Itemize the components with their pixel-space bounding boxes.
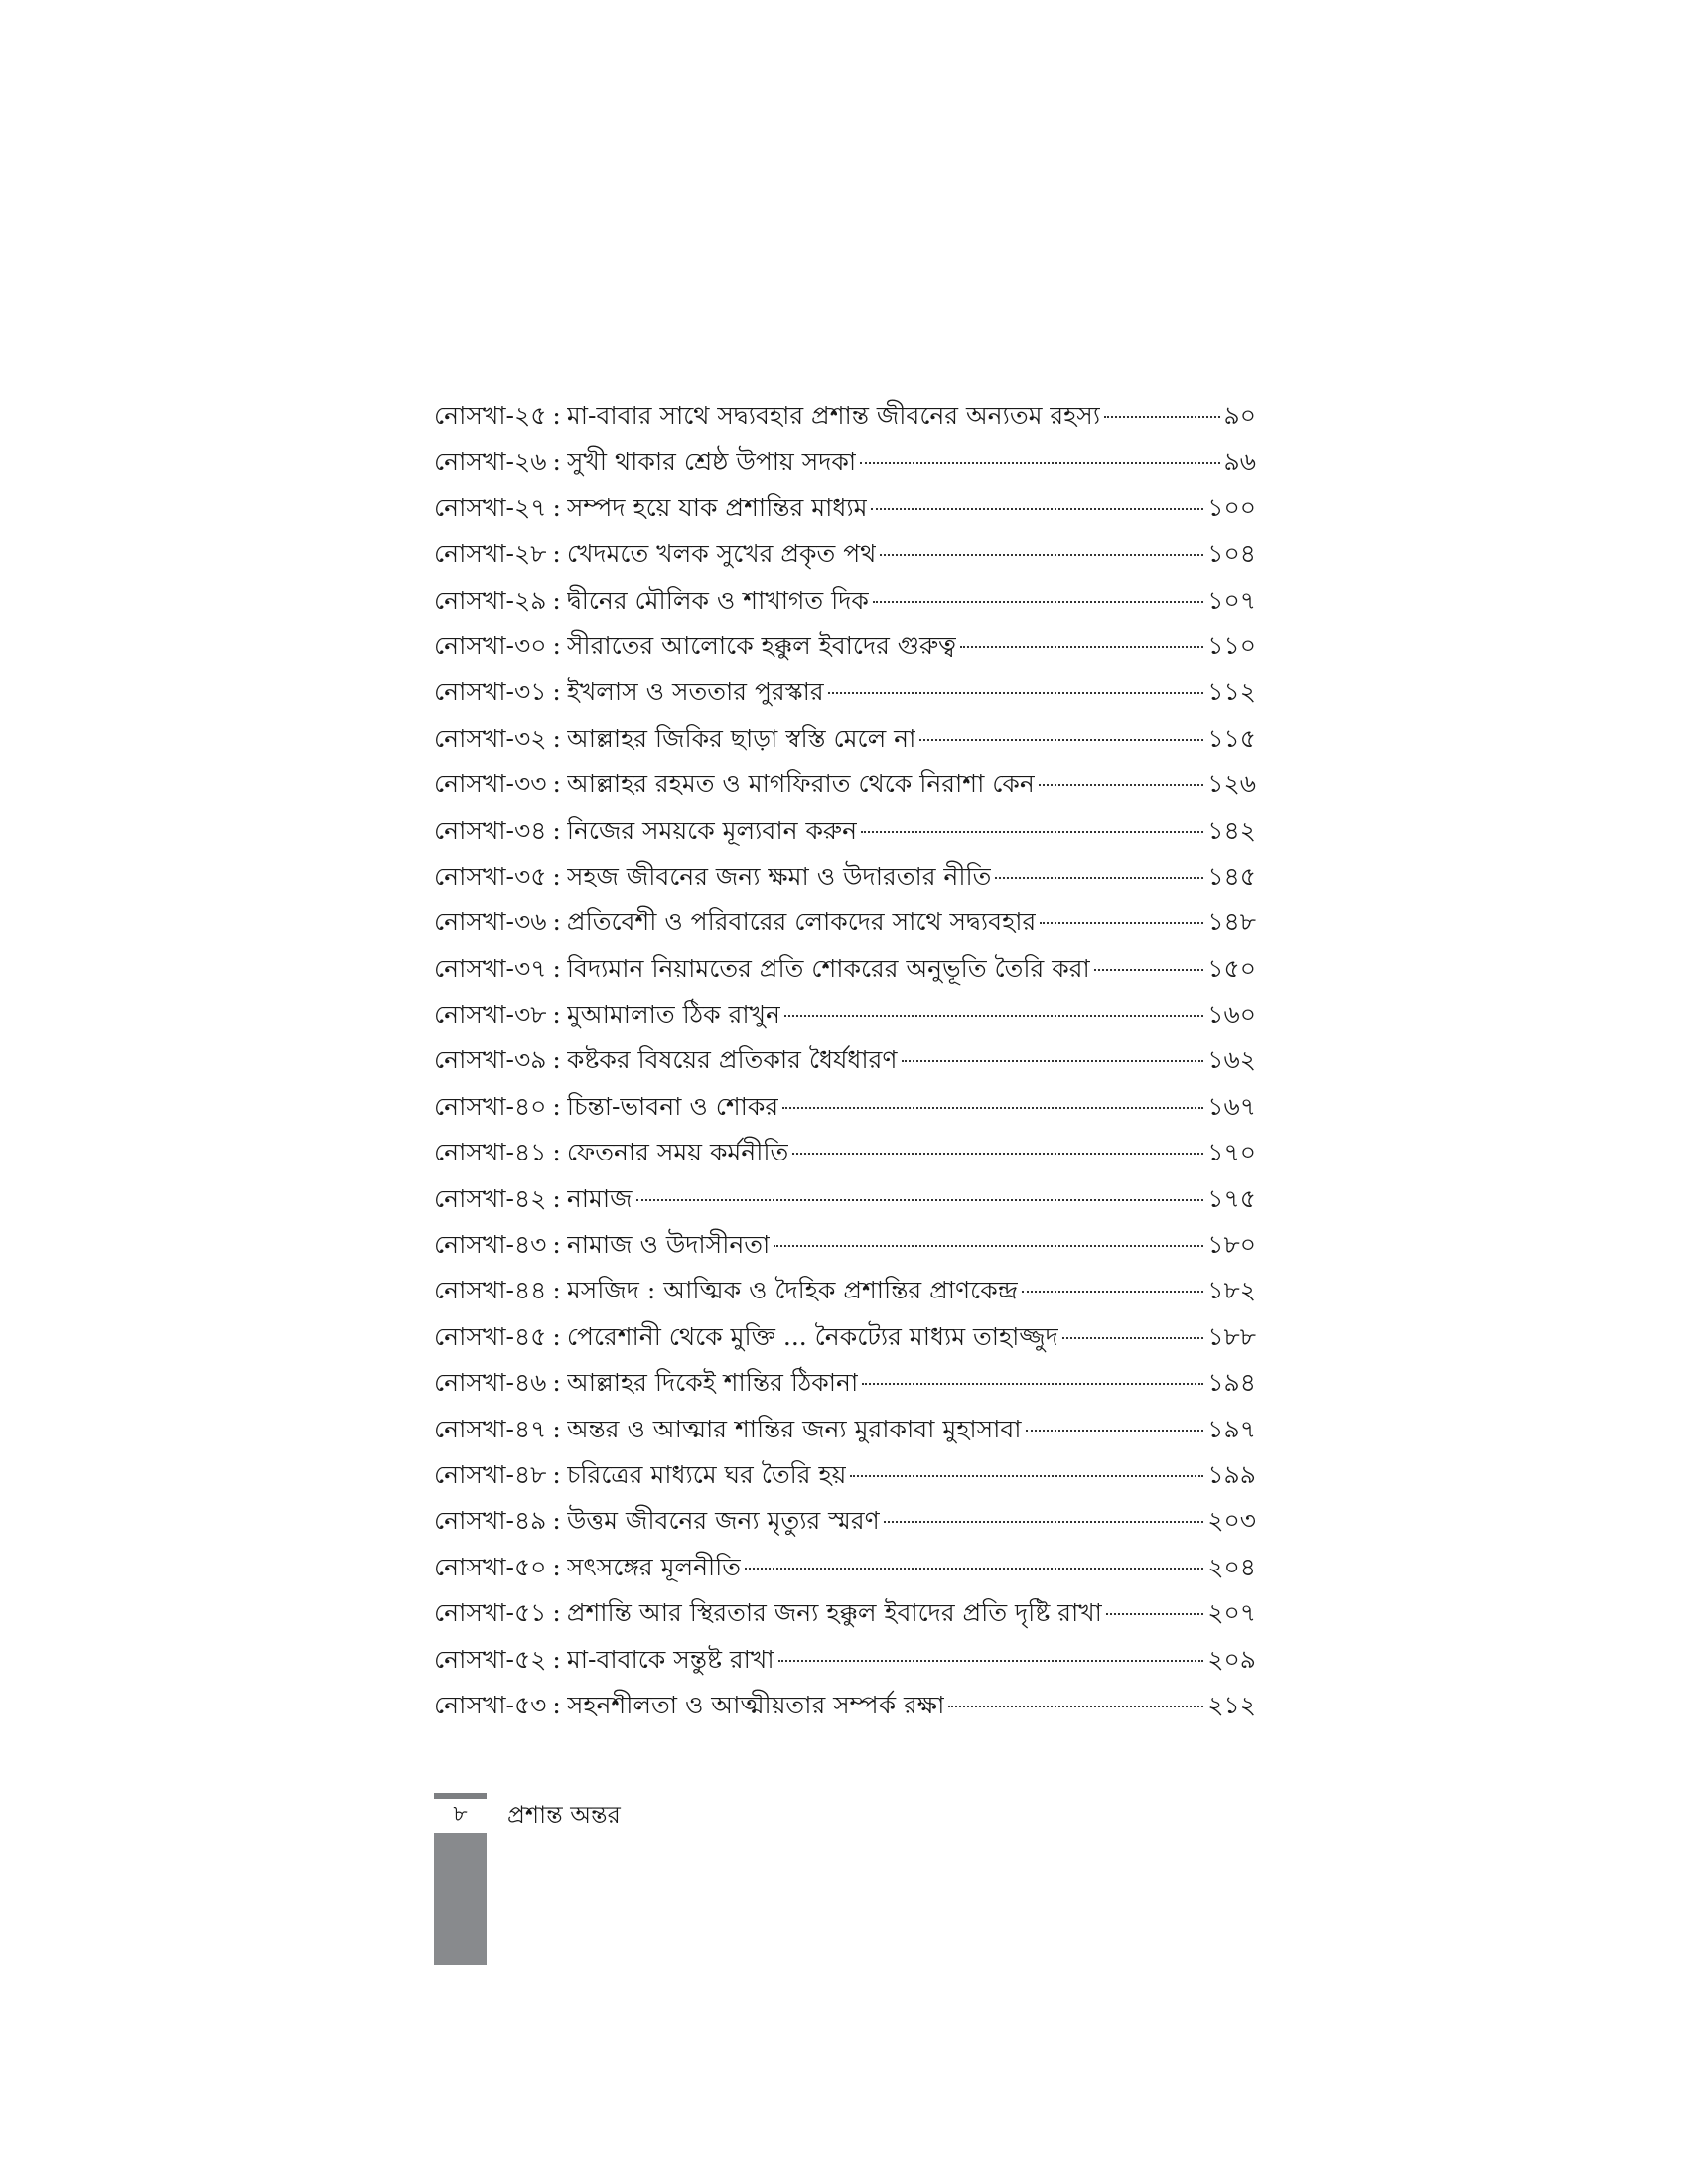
toc-entry-label: নোসখা-৪৭ [434,1414,547,1443]
toc-entry [434,946,1256,992]
toc-entry-label: নোসখা-৩৮ [434,1000,547,1029]
toc-entry-separator: : [552,492,561,522]
toc-entry-label: নোসখা-২৮ [434,539,547,569]
footer-side-block [434,1833,487,1965]
toc-entry [434,1683,1256,1728]
toc-entry-page-number: ১৯৭ [1207,1414,1256,1443]
toc-entry [434,1498,1256,1544]
toc-dot-leader [1062,1337,1204,1339]
toc-entry-title: আল্লাহর রহমত ও মাগফিরাত থেকে নিরাশা কেন [566,769,1035,799]
toc-entry-title: সহনশীলতা ও আত্মীয়তার সম্পর্ক রক্ষা [566,1690,945,1719]
toc-dot-leader [873,601,1203,603]
toc-entry-page-number: ২০৭ [1207,1598,1256,1628]
toc-dot-leader [919,739,1203,741]
toc-entry-label: নোসখা-৪২ [434,1183,547,1213]
toc-entry [434,1637,1256,1683]
toc-entry [434,1268,1256,1313]
toc-dot-leader [902,1060,1204,1062]
toc-entry [434,485,1256,531]
toc-entry-separator: : [552,1368,561,1398]
toc-entry-separator: : [552,1644,561,1674]
toc-dot-leader [862,1383,1203,1385]
toc-entry-page-number: ২১২ [1207,1690,1256,1719]
toc-dot-leader [1040,922,1203,924]
toc-entry-label: নোসখা-৪৫ [434,1321,547,1351]
toc-entry [434,1037,1256,1083]
toc-entry-separator: : [552,907,561,937]
toc-entry-label: নোসখা-৫০ [434,1552,547,1581]
toc-entry [434,1545,1256,1590]
toc-entry-title: নিজের সময়কে মূল্যবান করুন [566,815,858,845]
toc-entry-page-number: ২০৯ [1207,1644,1256,1674]
toc-dot-leader [1104,416,1219,418]
footer-accent-bar [434,1793,487,1799]
toc-entry [434,439,1256,484]
toc-entry-label: নোসখা-৩০ [434,630,547,660]
toc-entry-separator: : [552,677,561,707]
toc-dot-leader [861,831,1203,833]
toc-entry-title: চরিত্রের মাধ্যমে ঘর তৈরি হয় [566,1459,847,1489]
toc-entry-separator: : [552,1276,561,1305]
toc-entry-separator: : [552,1690,561,1719]
toc-entry-page-number: ২০৩ [1207,1506,1256,1536]
toc-dot-leader [784,1015,1203,1017]
toc-entry-separator: : [552,1183,561,1213]
toc-dot-leader [850,1475,1203,1477]
toc-dot-leader [636,1199,1204,1201]
toc-entry-label: নোসখা-৪৩ [434,1230,547,1260]
toc-entry-title: প্রতিবেশী ও পরিবারের লোকদের সাথে সদ্ব্যবহার [566,907,1037,937]
toc-dot-leader [880,554,1203,556]
toc-entry [434,1360,1256,1406]
toc-entry-title: নামাজ [566,1183,633,1213]
toc-entry-separator: : [552,769,561,799]
toc-entry-separator: : [552,539,561,569]
toc-entry [434,1407,1256,1452]
toc-entry-title: বিদ্যমান নিয়ামতের প্রতি শোকরের অনুভূতি তৈরি করা [566,953,1090,983]
toc-entry-separator: : [552,401,561,430]
toc-entry-page-number: ১০৭ [1207,585,1256,614]
footer-book-title: প্রশান্ত অন্তর [507,1801,621,1829]
toc-entry-separator: : [552,815,561,845]
toc-entry-page-number: ১৬৭ [1207,1091,1256,1121]
toc-entry-separator: : [552,1045,561,1075]
toc-entry-page-number: ১৪৫ [1207,861,1256,890]
toc-entry-separator: : [552,585,561,614]
toc-entry-title: সহজ জীবনের জন্য ক্ষমা ও উদারতার নীতি [566,861,992,890]
toc-entry-separator: : [552,1414,561,1443]
toc-entry [434,531,1256,577]
toc-entry-title: খেদমতে খলক সুখের প্রকৃত পথ [566,539,877,569]
toc-entry-separator: : [552,447,561,477]
toc-dot-leader [884,1521,1204,1523]
toc-dot-leader [1026,1430,1204,1432]
toc-entry-page-number: ১৯৪ [1207,1368,1256,1398]
toc-entry [434,761,1256,807]
toc-entry-title: অন্তর ও আত্মার শান্তির জন্য মুরাকাবা মুহাসাবা [566,1414,1022,1443]
toc-entry-page-number: ১১২ [1207,677,1256,707]
toc-entry-title: ইখলাস ও সততার পুরস্কার [566,677,824,707]
toc-entry-page-number: ১৯৯ [1207,1459,1256,1489]
toc-entry [434,992,1256,1037]
toc-entry-label: নোসখা-৪৯ [434,1506,547,1536]
toc-dot-leader [1039,784,1203,786]
toc-entry-title: মুআমালাত ঠিক রাখুন [566,1000,780,1029]
toc-entry-page-number: ১২৬ [1207,769,1256,799]
toc-dot-leader [745,1568,1203,1570]
toc-entry-separator: : [552,861,561,890]
toc-dot-leader [871,508,1203,510]
toc-entry-page-number: ১৪৮ [1207,907,1256,937]
toc-entry-title: সীরাতের আলোকে হক্কুল ইবাদের গুরুত্ব [566,630,956,660]
toc-entry-label: নোসখা-৫২ [434,1644,547,1674]
toc-entry-page-number: ১১৫ [1207,723,1256,752]
toc-entry-page-number: ১০৪ [1207,539,1256,569]
toc-entry [434,1452,1256,1498]
toc-entry [434,623,1256,669]
toc-dot-leader [995,877,1203,879]
toc-dot-leader [1106,1613,1203,1615]
toc-entry-title: নামাজ ও উদাসীনতা [566,1230,771,1260]
toc-entry [434,1084,1256,1130]
toc-dot-leader [948,1706,1203,1707]
toc-entry [434,393,1256,439]
toc-entry-label: নোসখা-৪০ [434,1091,547,1121]
toc-entry-label: নোসখা-৩৭ [434,953,547,983]
toc-entry [434,1314,1256,1360]
toc-entry [434,578,1256,623]
toc-entry-separator: : [552,1091,561,1121]
footer-page-number: ৮ [453,1802,468,1827]
toc-dot-leader [960,646,1203,648]
toc-entry-title: আল্লাহর জিকির ছাড়া স্বস্তি মেলে না [566,723,916,752]
toc-dot-leader [778,1660,1204,1662]
toc-entry-label: নোসখা-২৯ [434,585,547,614]
toc-entry-label: নোসখা-৩১ [434,677,547,707]
toc-dot-leader [860,462,1219,464]
toc-entry-label: নোসখা-৪৪ [434,1276,547,1305]
toc-entry-label: নোসখা-৩২ [434,723,547,752]
toc-entry-separator: : [552,1459,561,1489]
toc-entry-page-number: ১৮৮ [1207,1321,1256,1351]
toc-entry-page-number: ১৬২ [1207,1045,1256,1075]
toc-entry-separator: : [552,1138,561,1167]
toc-entry-title: মসজিদ : আত্মিক ও দৈহিক প্রশান্তির প্রাণকেন্দ্র [566,1276,1018,1305]
toc-entry-page-number: ১৫০ [1207,953,1256,983]
toc-entry-page-number: ১০০ [1207,492,1256,522]
toc-dot-leader [1094,969,1204,971]
toc-entry-page-number: ১৮০ [1207,1230,1256,1260]
toc-entry [434,716,1256,761]
toc-dot-leader [828,692,1204,694]
toc-entry-separator: : [552,723,561,752]
toc-entry-title: পেরেশানী থেকে মুক্তি ... নৈকট্যের মাধ্যম তাহাজ্জুদ [566,1321,1058,1351]
toc-entry [434,854,1256,899]
toc-entry-label: নোসখা-৩৫ [434,861,547,890]
toc-entry-page-number: ১১০ [1207,630,1256,660]
toc-entry-title: সম্পদ হয়ে যাক প্রশান্তির মাধ্যম [566,492,868,522]
toc-entry-label: নোসখা-৩৬ [434,907,547,937]
toc-entry-label: নোসখা-২৭ [434,492,547,522]
toc-dot-leader [1022,1291,1203,1293]
toc-entry-label: নোসখা-৪৬ [434,1368,547,1398]
toc-entry-page-number: ৯০ [1223,401,1256,430]
toc-entry [434,1176,1256,1222]
toc-entry-title: আল্লাহর দিকেই শান্তির ঠিকানা [566,1368,859,1398]
toc-entry-page-number: ২০৪ [1207,1552,1256,1581]
toc-entry-page-number: ১৭০ [1207,1138,1256,1167]
table-of-contents [434,393,1256,1728]
toc-entry-title: চিন্তা-ভাবনা ও শোকর [566,1091,779,1121]
toc-entry-title: ফেতনার সময় কর্মনীতি [566,1138,789,1167]
toc-entry-page-number: ১৪২ [1207,815,1256,845]
toc-entry-separator: : [552,1321,561,1351]
toc-dot-leader [792,1153,1203,1155]
toc-entry-separator: : [552,1230,561,1260]
toc-entry [434,1222,1256,1268]
toc-entry-label: নোসখা-২৬ [434,447,547,477]
toc-entry [434,669,1256,715]
toc-entry [434,808,1256,854]
toc-entry-title: উত্তম জীবনের জন্য মৃত্যুর স্মরণ [566,1506,880,1536]
toc-dot-leader [782,1107,1203,1109]
toc-entry-separator: : [552,630,561,660]
toc-entry-label: নোসখা-২৫ [434,401,547,430]
toc-entry [434,1130,1256,1175]
toc-entry-title: সুখী থাকার শ্রেষ্ঠ উপায় সদকা [566,447,857,477]
toc-entry-page-number: ৯৬ [1223,447,1256,477]
toc-entry [434,1590,1256,1636]
toc-entry-separator: : [552,953,561,983]
toc-entry-label: নোসখা-৩৩ [434,769,547,799]
toc-entry-separator: : [552,1000,561,1029]
toc-entry-title: মা-বাবার সাথে সদ্ব্যবহার প্রশান্ত জীবনের অন্যতম রহস্য [566,401,1101,430]
toc-entry-separator: : [552,1506,561,1536]
toc-entry-title: প্রশান্তি আর স্থিরতার জন্য হক্কুল ইবাদের প্রতি দৃষ্টি রাখা [566,1598,1102,1628]
toc-entry-title: মা-বাবাকে সন্তুষ্ট রাখা [566,1644,774,1674]
toc-entry-title: কষ্টকর বিষয়ের প্রতিকার ধৈর্যধারণ [566,1045,898,1075]
toc-entry-page-number: ১৭৫ [1207,1183,1256,1213]
toc-entry-separator: : [552,1598,561,1628]
toc-entry-label: নোসখা-৫৩ [434,1690,547,1719]
toc-entry-page-number: ১৬০ [1207,1000,1256,1029]
toc-entry-label: নোসখা-৪১ [434,1138,547,1167]
toc-entry [434,899,1256,945]
toc-entry-label: নোসখা-৫১ [434,1598,547,1628]
toc-dot-leader [774,1245,1203,1247]
toc-entry-title: দ্বীনের মৌলিক ও শাখাগত দিক [566,585,869,614]
toc-entry-page-number: ১৮২ [1207,1276,1256,1305]
toc-entry-label: নোসখা-৪৮ [434,1459,547,1489]
toc-entry-title: সৎসঙ্গের মূলনীতি [566,1552,742,1581]
toc-entry-label: নোসখা-৩৯ [434,1045,547,1075]
toc-entry-separator: : [552,1552,561,1581]
toc-entry-label: নোসখা-৩৪ [434,815,547,845]
